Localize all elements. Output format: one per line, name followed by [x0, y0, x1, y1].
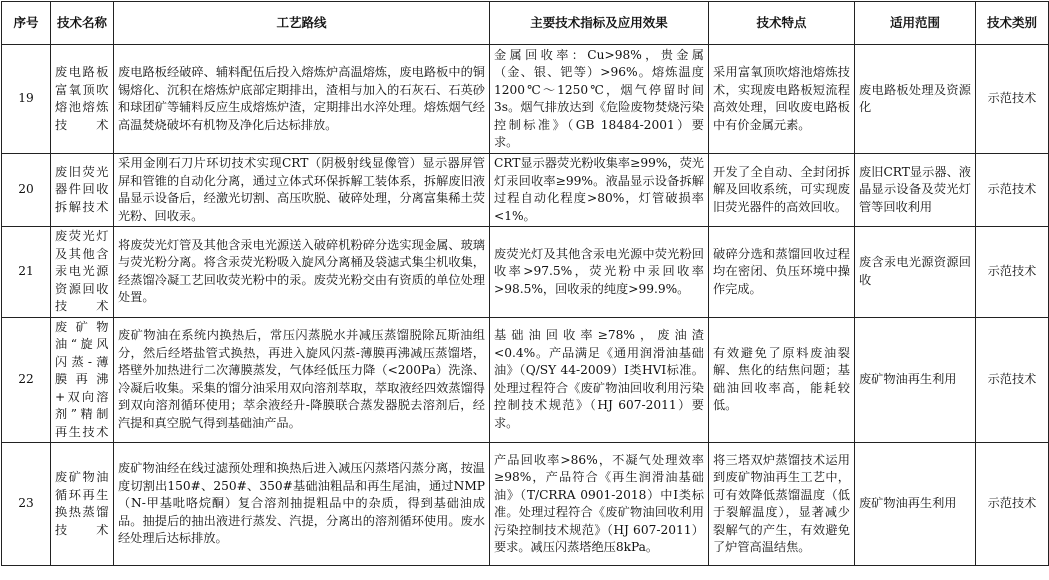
serial-cell: 19	[2, 45, 51, 154]
header-tech-name: 技术名称	[51, 2, 114, 45]
serial-cell: 22	[2, 317, 51, 443]
category-cell: 示范技术	[976, 317, 1049, 443]
category-cell: 示范技术	[976, 227, 1049, 318]
table-row	[2, 45, 1049, 154]
scope-cell: 废电路板处理及资源化	[855, 45, 976, 154]
table-row	[2, 227, 1049, 318]
process-route-cell: 废矿物油经在线过滤预处理和换热后进入减压闪蒸塔闪蒸分离，按温度切割出150#、250#、350#基础油粗品和再生尾油，通过NMP（N-甲基吡咯烷酮）复合溶剂抽提粗品中的杂质，得到基础油成品。抽提后的抽出液进行蒸发、汽提，分离出的溶剂循环使用。废水经处理后达标排放。	[114, 443, 490, 566]
features-cell: 开发了全自动、全封闭拆解及回收系统，可实现废旧荧光器件的高效回收。	[709, 154, 855, 227]
serial-cell: 23	[2, 443, 51, 566]
tech-name-cell: 废电路板富氧顶吹熔池熔炼技术	[51, 45, 114, 154]
header-category: 技术类别	[976, 2, 1049, 45]
header-serial: 序号	[2, 2, 51, 45]
category-cell: 示范技术	[976, 45, 1049, 154]
table-row	[2, 443, 1049, 566]
header-row	[2, 2, 1049, 45]
serial-cell: 21	[2, 227, 51, 318]
indicators-cell: 基础油回收率≥78%，废油渣<0.4%。产品满足《通用润滑油基础油》（Q/SY 44-2009）I类HVI标准。处理过程符合《废矿物油回收利用污染控制技术规范》（HJ 607-2011）要求。	[490, 317, 709, 443]
indicators-cell: 金属回收率：Cu>98%，贵金属（金、银、钯等）>96%。熔炼温度1200℃～1250℃，烟气停留时间3s。烟气排放达到《危险废物焚烧污染控制标准》（GB 18484-2001）要求。	[490, 45, 709, 154]
process-route-cell: 废电路板经破碎、辅料配伍后投入熔炼炉高温熔炼，废电路板中的铜锡熔化、沉积在熔炼炉底部定期排出，渣相与加入的石灰石、石英砂和球团矿等辅料反应生成熔炼炉渣，定期排出水淬处理。熔炼烟气经高温焚烧破坏有机物及净化后达标排放。	[114, 45, 490, 154]
header-process-route: 工艺路线	[114, 2, 490, 45]
table-row	[2, 154, 1049, 227]
technology-table	[1, 1, 1049, 566]
scope-cell: 废矿物油再生利用	[855, 443, 976, 566]
features-cell: 采用富氧顶吹熔池熔炼技术，实现废电路板短流程高效处理，回收废电路板中有价金属元素。	[709, 45, 855, 154]
category-cell: 示范技术	[976, 154, 1049, 227]
scope-cell: 废含汞电光源资源回收	[855, 227, 976, 318]
scope-cell: 废旧CRT显示器、液晶显示设备及荧光灯管等回收利用	[855, 154, 976, 227]
header-indicators: 主要技术指标及应用效果	[490, 2, 709, 45]
header-scope: 适用范围	[855, 2, 976, 45]
header-features: 技术特点	[709, 2, 855, 45]
category-cell: 示范技术	[976, 443, 1049, 566]
process-route-cell: 采用金刚石刀片环切技术实现CRT（阴极射线显像管）显示器屏管屏和管锥的自动化分离，通过立体式环保拆解工装体系，拆解废旧液晶显示设备后，经激光切割、高压吹脱、破碎处理，分离富集稀土荧光粉、回收汞。	[114, 154, 490, 227]
tech-name-cell: 废旧荧光器件回收拆解技术	[51, 154, 114, 227]
scope-cell: 废矿物油再生利用	[855, 317, 976, 443]
tech-name-cell: 废矿物油“旋风闪蒸-薄膜再沸+双向溶剂”精制再生技术	[51, 317, 114, 443]
process-route-cell: 废矿物油在系统内换热后，常压闪蒸脱水并减压蒸馏脱除瓦斯油组分，然后经塔盐管式换热，再进入旋风闪蒸-薄膜再沸减压蒸馏塔，塔壁外加热进行二次薄膜蒸发，气体经低压力降（<200Pa）洗涤、冷凝后收集。采集的馏分油采用双向溶剂萃取，萃取液经四效蒸馏得到双向溶剂循环使用；萃余液经升-降膜联合蒸发器脱去溶剂后，经汽提和真空脱气得到基础油产品。	[114, 317, 490, 443]
features-cell: 破碎分选和蒸馏回收过程均在密闭、负压环境中操作完成。	[709, 227, 855, 318]
tech-name-cell: 废荧光灯及其他含汞电光源资源回收技术	[51, 227, 114, 318]
process-route-cell: 将废荧光灯管及其他含汞电光源送入破碎机粉碎分选实现金属、玻璃与荧光粉分离。将含汞荧光粉吸入旋风分离桶及袋滤式集尘机收集，经蒸馏冷凝工艺回收荧光粉中的汞。废荧光粉交由有资质的单位处理处置。	[114, 227, 490, 318]
indicators-cell: CRT显示器荧光粉收集率≥99%，荧光灯汞回收率≥99%。液晶显示设备拆解过程自动化程度>80%，灯管破损率<1%。	[490, 154, 709, 227]
table-row	[2, 317, 1049, 443]
tech-name-cell: 废矿物油循环再生换热蒸馏技术	[51, 443, 114, 566]
indicators-cell: 废荧光灯及其他含汞电光源中荧光粉回收率>97.5%，荧光粉中汞回收率>98.5%，回收汞的纯度>99.9%。	[490, 227, 709, 318]
indicators-cell: 产品回收率>86%，不凝气处理效率≥98%，产品符合《再生润滑油基础油》（T/CRRA 0901-2018）中I类标准。处理过程符合《废矿物油回收利用污染控制技术规范》（HJ 607-2011）要求。减压闪蒸塔绝压8kPa。	[490, 443, 709, 566]
features-cell: 将三塔双炉蒸馏技术运用到废矿物油再生工艺中，可有效降低蒸馏温度（低于裂解温度），显著减少裂解气的产生，有效避免了炉管高温结焦。	[709, 443, 855, 566]
serial-cell: 20	[2, 154, 51, 227]
features-cell: 有效避免了原料废油裂解、焦化的结焦问题；基础油回收率高，能耗较低。	[709, 317, 855, 443]
